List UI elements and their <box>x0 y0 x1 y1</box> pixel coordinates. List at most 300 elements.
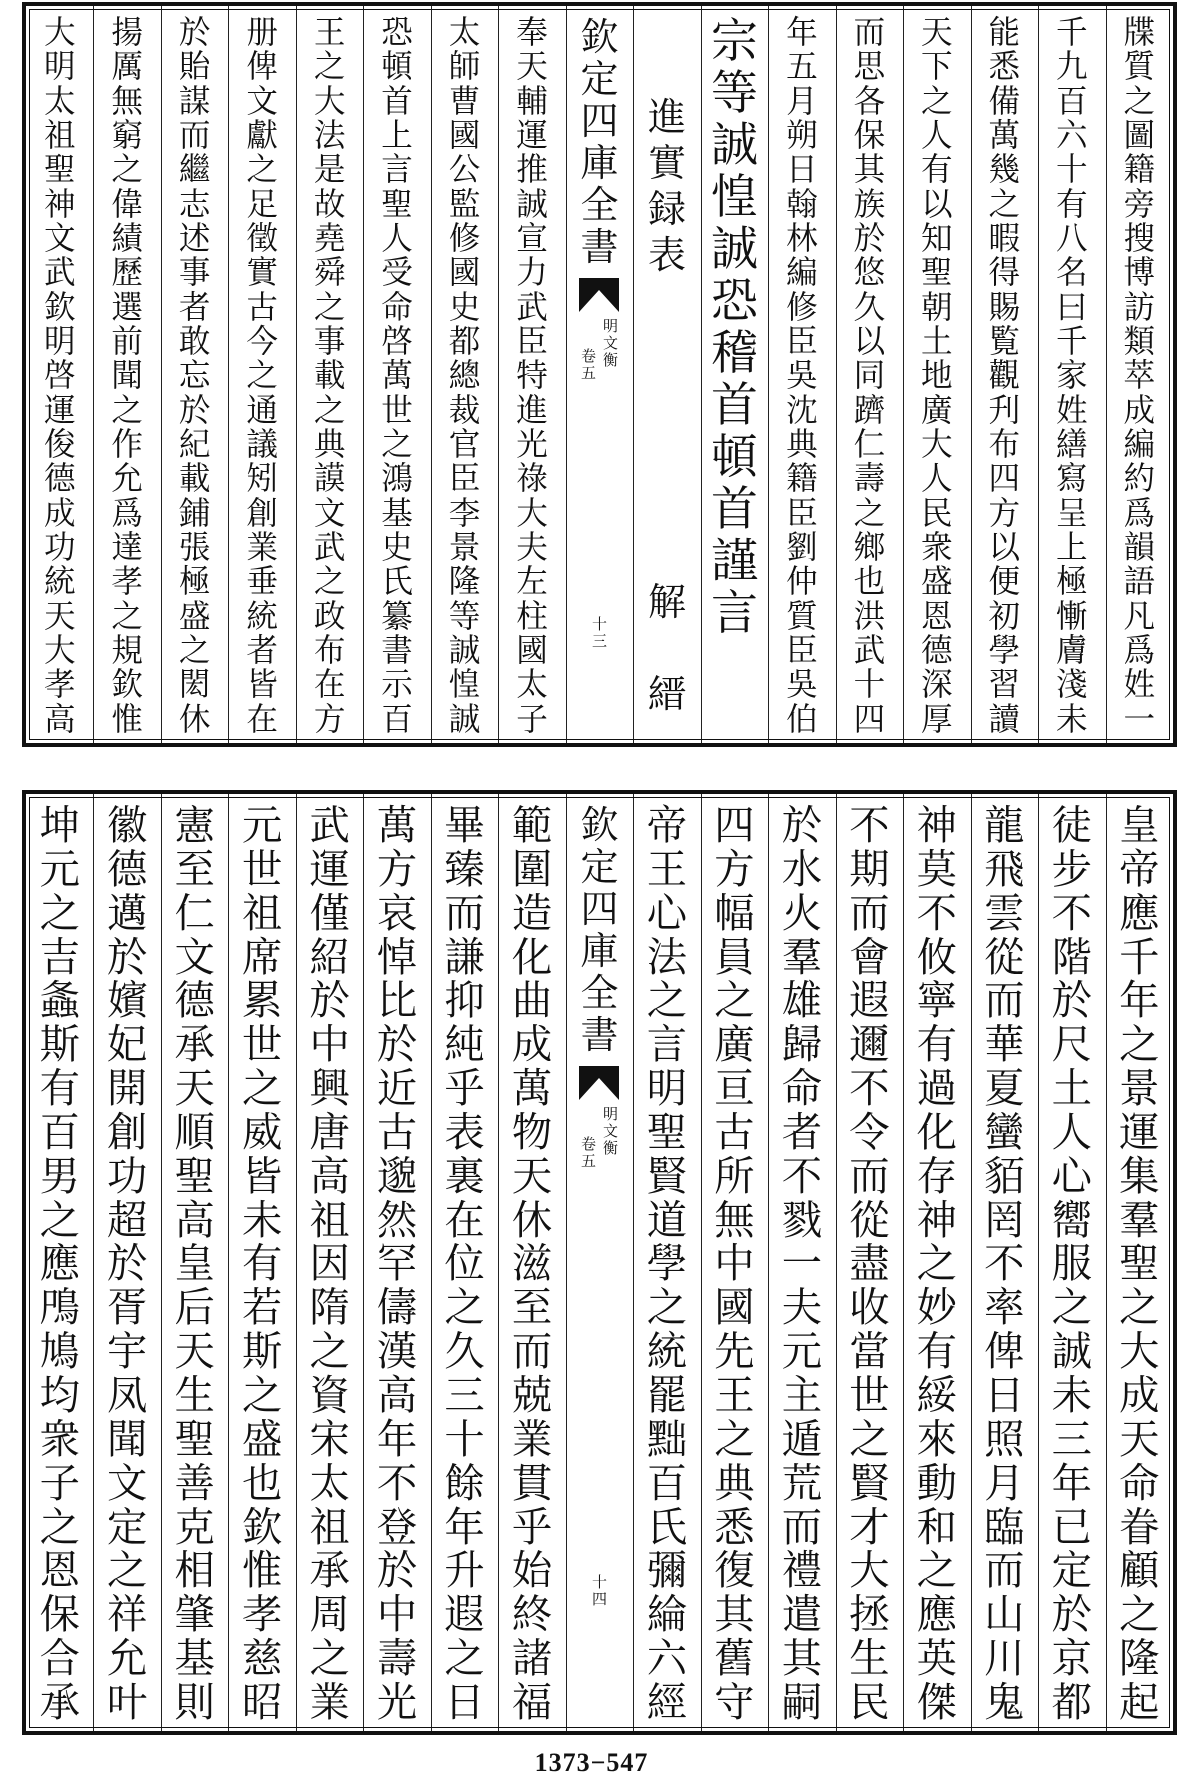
text-char: 生 <box>174 1371 215 1419</box>
text-char: 之 <box>111 392 143 429</box>
text-char: 地 <box>921 358 953 395</box>
text-char: 大 <box>43 15 76 51</box>
text-char: 人 <box>381 220 413 257</box>
column-rule <box>1038 794 1039 1731</box>
text-char: 羣 <box>781 933 823 981</box>
text-char: 極 <box>178 564 211 601</box>
text-char: 紀 <box>178 426 211 463</box>
text-char: 化 <box>916 1108 957 1156</box>
text-char: 保 <box>39 1591 80 1639</box>
text-char: 三 <box>444 1371 485 1419</box>
text-char: 便 <box>988 564 1021 601</box>
column-rule <box>363 794 364 1731</box>
text-char: 男 <box>39 1152 80 1200</box>
text-char: 暇 <box>988 220 1021 257</box>
text-char: 莫 <box>916 845 957 893</box>
text-char: 化 <box>511 933 553 981</box>
text-column <box>633 794 700 1731</box>
text-char: 於 <box>376 1547 418 1595</box>
text-char: 叶 <box>107 1678 148 1726</box>
text-char: 中 <box>376 1591 418 1639</box>
text-char: 沈 <box>786 392 818 429</box>
text-column <box>498 794 565 1731</box>
text-char: 能 <box>988 15 1021 51</box>
text-char: 武 <box>516 289 548 326</box>
page-frame-1 <box>22 2 1177 747</box>
text-char: 不 <box>849 1065 890 1113</box>
text-char: 心 <box>646 889 688 937</box>
text-char: 稽 <box>710 326 758 381</box>
text-char: 公 <box>448 152 481 189</box>
text-char: 欽 <box>43 289 76 326</box>
text-char: 方 <box>988 495 1021 532</box>
text-char: 業 <box>511 1415 553 1463</box>
text-char: 幅 <box>714 889 755 937</box>
text-char: 哀 <box>376 889 418 937</box>
text-char: 惶 <box>448 667 481 704</box>
text-char: 盛 <box>178 598 211 635</box>
text-char: 慚 <box>1055 598 1088 635</box>
text-char: 景 <box>1119 1065 1160 1113</box>
leaf-number: 十 三 <box>591 615 607 650</box>
text-char: 牒 <box>1123 15 1156 51</box>
text-char: 臣 <box>516 323 548 360</box>
text-char: 特 <box>516 358 548 395</box>
text-char: 籍 <box>1123 152 1156 189</box>
text-char: 文 <box>313 495 346 532</box>
text-char: 心 <box>1051 1152 1092 1200</box>
text-char: 曹 <box>448 83 481 120</box>
text-char: 揚 <box>111 15 143 51</box>
text-char: 德 <box>43 461 76 498</box>
text-char: 皆 <box>241 1152 283 1200</box>
text-char: 於 <box>178 392 211 429</box>
text-char: 劉 <box>786 529 818 566</box>
text-char: 謨 <box>313 461 346 498</box>
text-column <box>363 794 430 1731</box>
text-char: 堯 <box>313 220 346 257</box>
text-char: 之 <box>309 1635 350 1683</box>
text-char: 訪 <box>1123 289 1156 326</box>
text-char: 舜 <box>313 255 346 292</box>
text-char: 創 <box>107 1108 148 1156</box>
text-char: 績 <box>111 220 143 257</box>
text-char: 典 <box>313 426 346 463</box>
text-char: 學 <box>988 632 1021 669</box>
text-char: 之 <box>1051 1284 1092 1332</box>
text-char: 之 <box>107 1547 148 1595</box>
text-char: 於 <box>107 933 148 981</box>
text-char: 名 <box>1055 255 1088 292</box>
text-char: 之 <box>444 1284 485 1332</box>
text-char: 不 <box>916 889 957 937</box>
text-char: 廣 <box>921 392 953 429</box>
text-char: 朔 <box>786 117 818 154</box>
text-char: 實 <box>246 255 278 292</box>
text-column <box>701 6 768 743</box>
text-char: 受 <box>381 255 413 292</box>
text-char: 王 <box>313 15 346 51</box>
text-char: 姓 <box>1055 392 1088 429</box>
title-char: 四 <box>580 887 619 931</box>
text-char: 宇 <box>107 1328 148 1376</box>
text-char: 習 <box>988 667 1021 704</box>
text-char: 兢 <box>511 1371 553 1419</box>
text-char: 從 <box>984 933 1025 981</box>
title-char: 庫 <box>580 929 619 973</box>
text-char: 年 <box>1051 1459 1092 1507</box>
text-char: 員 <box>714 933 755 981</box>
title-char: 定 <box>580 845 619 889</box>
text-char: 久 <box>444 1328 485 1376</box>
text-char: 前 <box>111 323 143 360</box>
text-char: 子 <box>516 701 548 738</box>
text-char: 資 <box>309 1371 350 1419</box>
text-char: 亘 <box>714 1065 755 1113</box>
text-char: 上 <box>381 117 413 154</box>
text-char: 升 <box>444 1547 485 1595</box>
text-char: 累 <box>241 977 283 1025</box>
text-char: 深 <box>921 667 953 704</box>
text-char: 龍 <box>984 802 1025 849</box>
text-char: 謙 <box>444 933 485 981</box>
text-char: 吳 <box>786 358 818 395</box>
text-char: 臣 <box>786 323 818 360</box>
text-char: 萬 <box>511 1065 553 1113</box>
text-column <box>971 794 1038 1731</box>
text-column <box>836 794 903 1731</box>
text-char: 紹 <box>309 933 350 981</box>
text-char: 因 <box>309 1240 350 1288</box>
text-column <box>1106 794 1173 1731</box>
column-rule <box>1038 6 1039 743</box>
text-char: 皇 <box>174 1240 215 1288</box>
title-char: 定 <box>580 57 619 101</box>
book-center-column <box>566 794 633 1731</box>
text-char: 則 <box>174 1678 215 1726</box>
text-char: 國 <box>448 255 481 292</box>
text-char: 率 <box>984 1284 1025 1332</box>
text-char: 武 <box>43 255 76 292</box>
text-char: 惶 <box>710 170 758 225</box>
text-char: 日 <box>786 152 818 189</box>
text-char: 祖 <box>309 1196 350 1244</box>
page-frame-2 <box>22 790 1177 1735</box>
text-char: 運 <box>309 845 350 893</box>
column-rule <box>431 6 432 743</box>
text-char: 皆 <box>246 667 278 704</box>
text-char: 德 <box>174 977 215 1025</box>
text-char: 而 <box>849 889 890 937</box>
text-char: 祖 <box>309 1503 350 1551</box>
text-char: 上 <box>1055 529 1088 566</box>
text-char: 祖 <box>241 889 283 937</box>
text-char: 百 <box>1055 83 1088 120</box>
text-char: 姓 <box>1123 667 1156 704</box>
text-char: 抑 <box>444 977 485 1025</box>
text-char: 十 <box>1055 152 1088 189</box>
text-char: 業 <box>246 529 278 566</box>
text-char: 推 <box>516 152 548 189</box>
text-char: 之 <box>988 186 1021 223</box>
text-char: 有 <box>241 1240 283 1288</box>
text-char: 王 <box>646 845 688 893</box>
text-char: 張 <box>178 529 211 566</box>
text-char: 之 <box>916 1240 957 1288</box>
text-char: 然 <box>376 1196 418 1244</box>
text-char: 之 <box>313 564 346 601</box>
text-char: 繼 <box>178 152 211 189</box>
text-char: 繕 <box>1055 426 1088 463</box>
collection-name: 明 文 衡 <box>602 317 618 369</box>
text-char: 淺 <box>1055 667 1088 704</box>
book-title <box>572 804 626 1056</box>
fishtail-mark-icon <box>579 1066 619 1100</box>
text-char: 至 <box>174 845 215 893</box>
column-rule <box>633 794 634 1731</box>
text-char: 語 <box>1123 564 1156 601</box>
text-char: 克 <box>174 1503 215 1551</box>
text-char: 者 <box>781 1108 823 1156</box>
text-char: 偉 <box>111 186 143 223</box>
text-char: 八 <box>1055 220 1088 257</box>
text-char: 四 <box>853 701 886 738</box>
text-char: 京 <box>1051 1635 1092 1683</box>
text-char: 位 <box>444 1240 485 1288</box>
text-char: 以 <box>853 323 886 360</box>
text-char: 者 <box>178 289 211 326</box>
text-char: 命 <box>381 289 413 326</box>
text-char: 人 <box>921 117 953 154</box>
text-char: 於 <box>376 1021 418 1069</box>
text-char: 千 <box>1055 15 1088 51</box>
text-char: 而 <box>178 117 211 154</box>
text-char: 悼 <box>376 933 418 981</box>
text-char: 四 <box>988 461 1021 498</box>
text-column <box>1106 6 1173 743</box>
text-char: 臨 <box>984 1503 1025 1551</box>
column-rule <box>363 6 364 743</box>
section-heading-column <box>633 6 700 743</box>
text-char: 過 <box>916 1065 957 1113</box>
text-char: 造 <box>511 889 553 937</box>
text-char: 而 <box>853 15 886 51</box>
text-char: 頓 <box>381 49 413 86</box>
text-char: 而 <box>984 1547 1025 1595</box>
text-char: 妙 <box>916 1284 957 1332</box>
text-char: 學 <box>646 1240 688 1288</box>
column-rule <box>161 6 162 743</box>
text-char: 百 <box>646 1459 688 1507</box>
text-char: 呈 <box>1055 495 1088 532</box>
text-char: 總 <box>448 358 481 395</box>
text-char: 首 <box>381 83 413 120</box>
text-char: 天 <box>516 49 548 86</box>
text-char: 故 <box>313 186 346 223</box>
text-column <box>903 794 970 1731</box>
column-rule <box>1106 6 1107 743</box>
text-char: 年 <box>786 15 818 51</box>
text-char: 伯 <box>786 701 818 738</box>
text-char: 裁 <box>448 392 481 429</box>
text-char: 萃 <box>1123 358 1156 395</box>
text-char: 翰 <box>786 186 818 223</box>
text-char: 覧 <box>988 323 1021 360</box>
text-char: 尺 <box>1051 1021 1092 1069</box>
text-char: 皇 <box>1119 802 1160 849</box>
text-char: 以 <box>921 186 953 223</box>
text-char: 啓 <box>381 323 413 360</box>
text-char: 於 <box>1051 977 1092 1025</box>
text-column <box>701 794 768 1731</box>
text-char: 布 <box>988 426 1021 463</box>
text-char: 窮 <box>111 117 143 154</box>
text-char: 應 <box>39 1240 80 1288</box>
text-char: 之 <box>313 289 346 326</box>
text-char: 恩 <box>921 598 953 635</box>
text-column <box>93 794 160 1731</box>
text-char: 基 <box>174 1635 215 1683</box>
text-char: 華 <box>984 1021 1025 1069</box>
column-rule <box>566 794 567 1731</box>
text-char: 嚮 <box>1051 1196 1092 1244</box>
text-char: 史 <box>448 289 481 326</box>
text-char: 法 <box>646 933 688 981</box>
text-char: 鳩 <box>39 1328 80 1376</box>
text-char: 之 <box>853 495 886 532</box>
column-rule <box>836 794 837 1731</box>
text-char: 凤 <box>107 1371 148 1419</box>
text-column <box>431 6 498 743</box>
text-char: 政 <box>313 598 346 635</box>
text-char: 之 <box>1119 1021 1160 1069</box>
text-char: 史 <box>381 529 413 566</box>
text-char: 明 <box>646 1065 688 1113</box>
text-char: 舊 <box>714 1635 755 1683</box>
text-char: 矧 <box>246 461 278 498</box>
text-char: 盛 <box>921 564 953 601</box>
text-column <box>161 794 228 1731</box>
text-char: 月 <box>786 83 818 120</box>
text-char: 席 <box>241 933 283 981</box>
text-char: 官 <box>448 426 481 463</box>
text-char: 聞 <box>111 358 143 395</box>
text-char: 螽 <box>39 977 80 1025</box>
text-char: 綸 <box>646 1591 688 1639</box>
text-char: 纂 <box>381 598 413 635</box>
text-char: 吉 <box>39 933 80 981</box>
text-char: 志 <box>178 186 211 223</box>
text-char: 而 <box>984 977 1025 1025</box>
text-char: 鴻 <box>381 461 413 498</box>
text-char: 守 <box>714 1678 755 1726</box>
text-char: 之 <box>646 977 688 1025</box>
text-char: 福 <box>511 1678 553 1726</box>
text-char: 足 <box>246 186 278 223</box>
text-column <box>836 6 903 743</box>
text-char: 太 <box>448 15 481 51</box>
text-char: 帝 <box>1119 845 1160 893</box>
text-char: 天 <box>174 1328 215 1376</box>
text-char: 忘 <box>178 358 211 395</box>
text-char: 順 <box>174 1108 215 1156</box>
text-char: 存 <box>916 1152 957 1200</box>
leaf-number: 十 四 <box>591 1573 607 1608</box>
text-char: 之 <box>1119 1284 1160 1332</box>
text-char: 裏 <box>444 1152 485 1200</box>
text-char: 知 <box>921 220 953 257</box>
text-char: 之 <box>1119 1591 1160 1639</box>
text-char: 悉 <box>988 49 1021 86</box>
text-char: 民 <box>849 1678 890 1726</box>
text-char: 僅 <box>309 889 350 937</box>
text-char: 百 <box>39 1108 80 1156</box>
text-char: 於 <box>853 220 886 257</box>
text-char: 圍 <box>511 845 553 893</box>
text-char: 應 <box>916 1591 957 1639</box>
text-char: 階 <box>1051 933 1092 981</box>
column-rule <box>228 6 229 743</box>
text-char: 畢 <box>444 802 485 849</box>
text-char: 之 <box>381 426 413 463</box>
text-char: 滋 <box>511 1240 553 1288</box>
title-char: 書 <box>580 225 619 269</box>
text-char: 盛 <box>241 1415 283 1463</box>
text-char: 而 <box>444 889 485 937</box>
text-char: 太 <box>309 1459 350 1507</box>
text-char: 服 <box>1051 1240 1092 1288</box>
text-char: 俾 <box>246 49 278 86</box>
text-char: 聖 <box>174 1415 215 1463</box>
text-char: 三 <box>1051 1415 1092 1463</box>
text-char: 躋 <box>853 392 886 429</box>
text-char: 中 <box>714 1240 755 1288</box>
text-char: 妃 <box>107 1021 148 1069</box>
text-char: 威 <box>241 1108 283 1156</box>
text-char: 之 <box>714 1415 755 1463</box>
text-char: 之 <box>714 977 755 1025</box>
column-rule <box>633 6 634 743</box>
text-char: 古 <box>246 289 278 326</box>
text-char: 是 <box>313 152 346 189</box>
text-char: 恐 <box>710 274 758 329</box>
text-char: 言 <box>710 586 758 641</box>
text-char: 之 <box>178 632 211 669</box>
column-rule <box>161 794 162 1731</box>
text-char: 林 <box>786 220 818 257</box>
text-char: 武 <box>309 802 350 849</box>
text-char: 興 <box>309 1065 350 1113</box>
text-char: 隋 <box>309 1284 350 1332</box>
title-char: 欽 <box>580 803 619 847</box>
column-rule <box>701 794 702 1731</box>
text-char: 遐 <box>444 1591 485 1639</box>
text-char: 而 <box>849 1152 890 1200</box>
text-char: 歷 <box>111 255 143 292</box>
title-char: 欽 <box>580 15 619 59</box>
book-title <box>572 16 626 268</box>
text-char: 奉 <box>516 15 548 51</box>
text-char: 聖 <box>1119 1240 1160 1288</box>
text-char: 人 <box>921 461 953 498</box>
text-char: 文 <box>174 933 215 981</box>
text-char: 所 <box>714 1152 755 1200</box>
text-char: 川 <box>984 1635 1025 1683</box>
text-char: 唐 <box>309 1108 350 1156</box>
text-char: 步 <box>1051 845 1092 893</box>
text-char: 休 <box>178 701 211 738</box>
text-char: 光 <box>376 1678 418 1726</box>
